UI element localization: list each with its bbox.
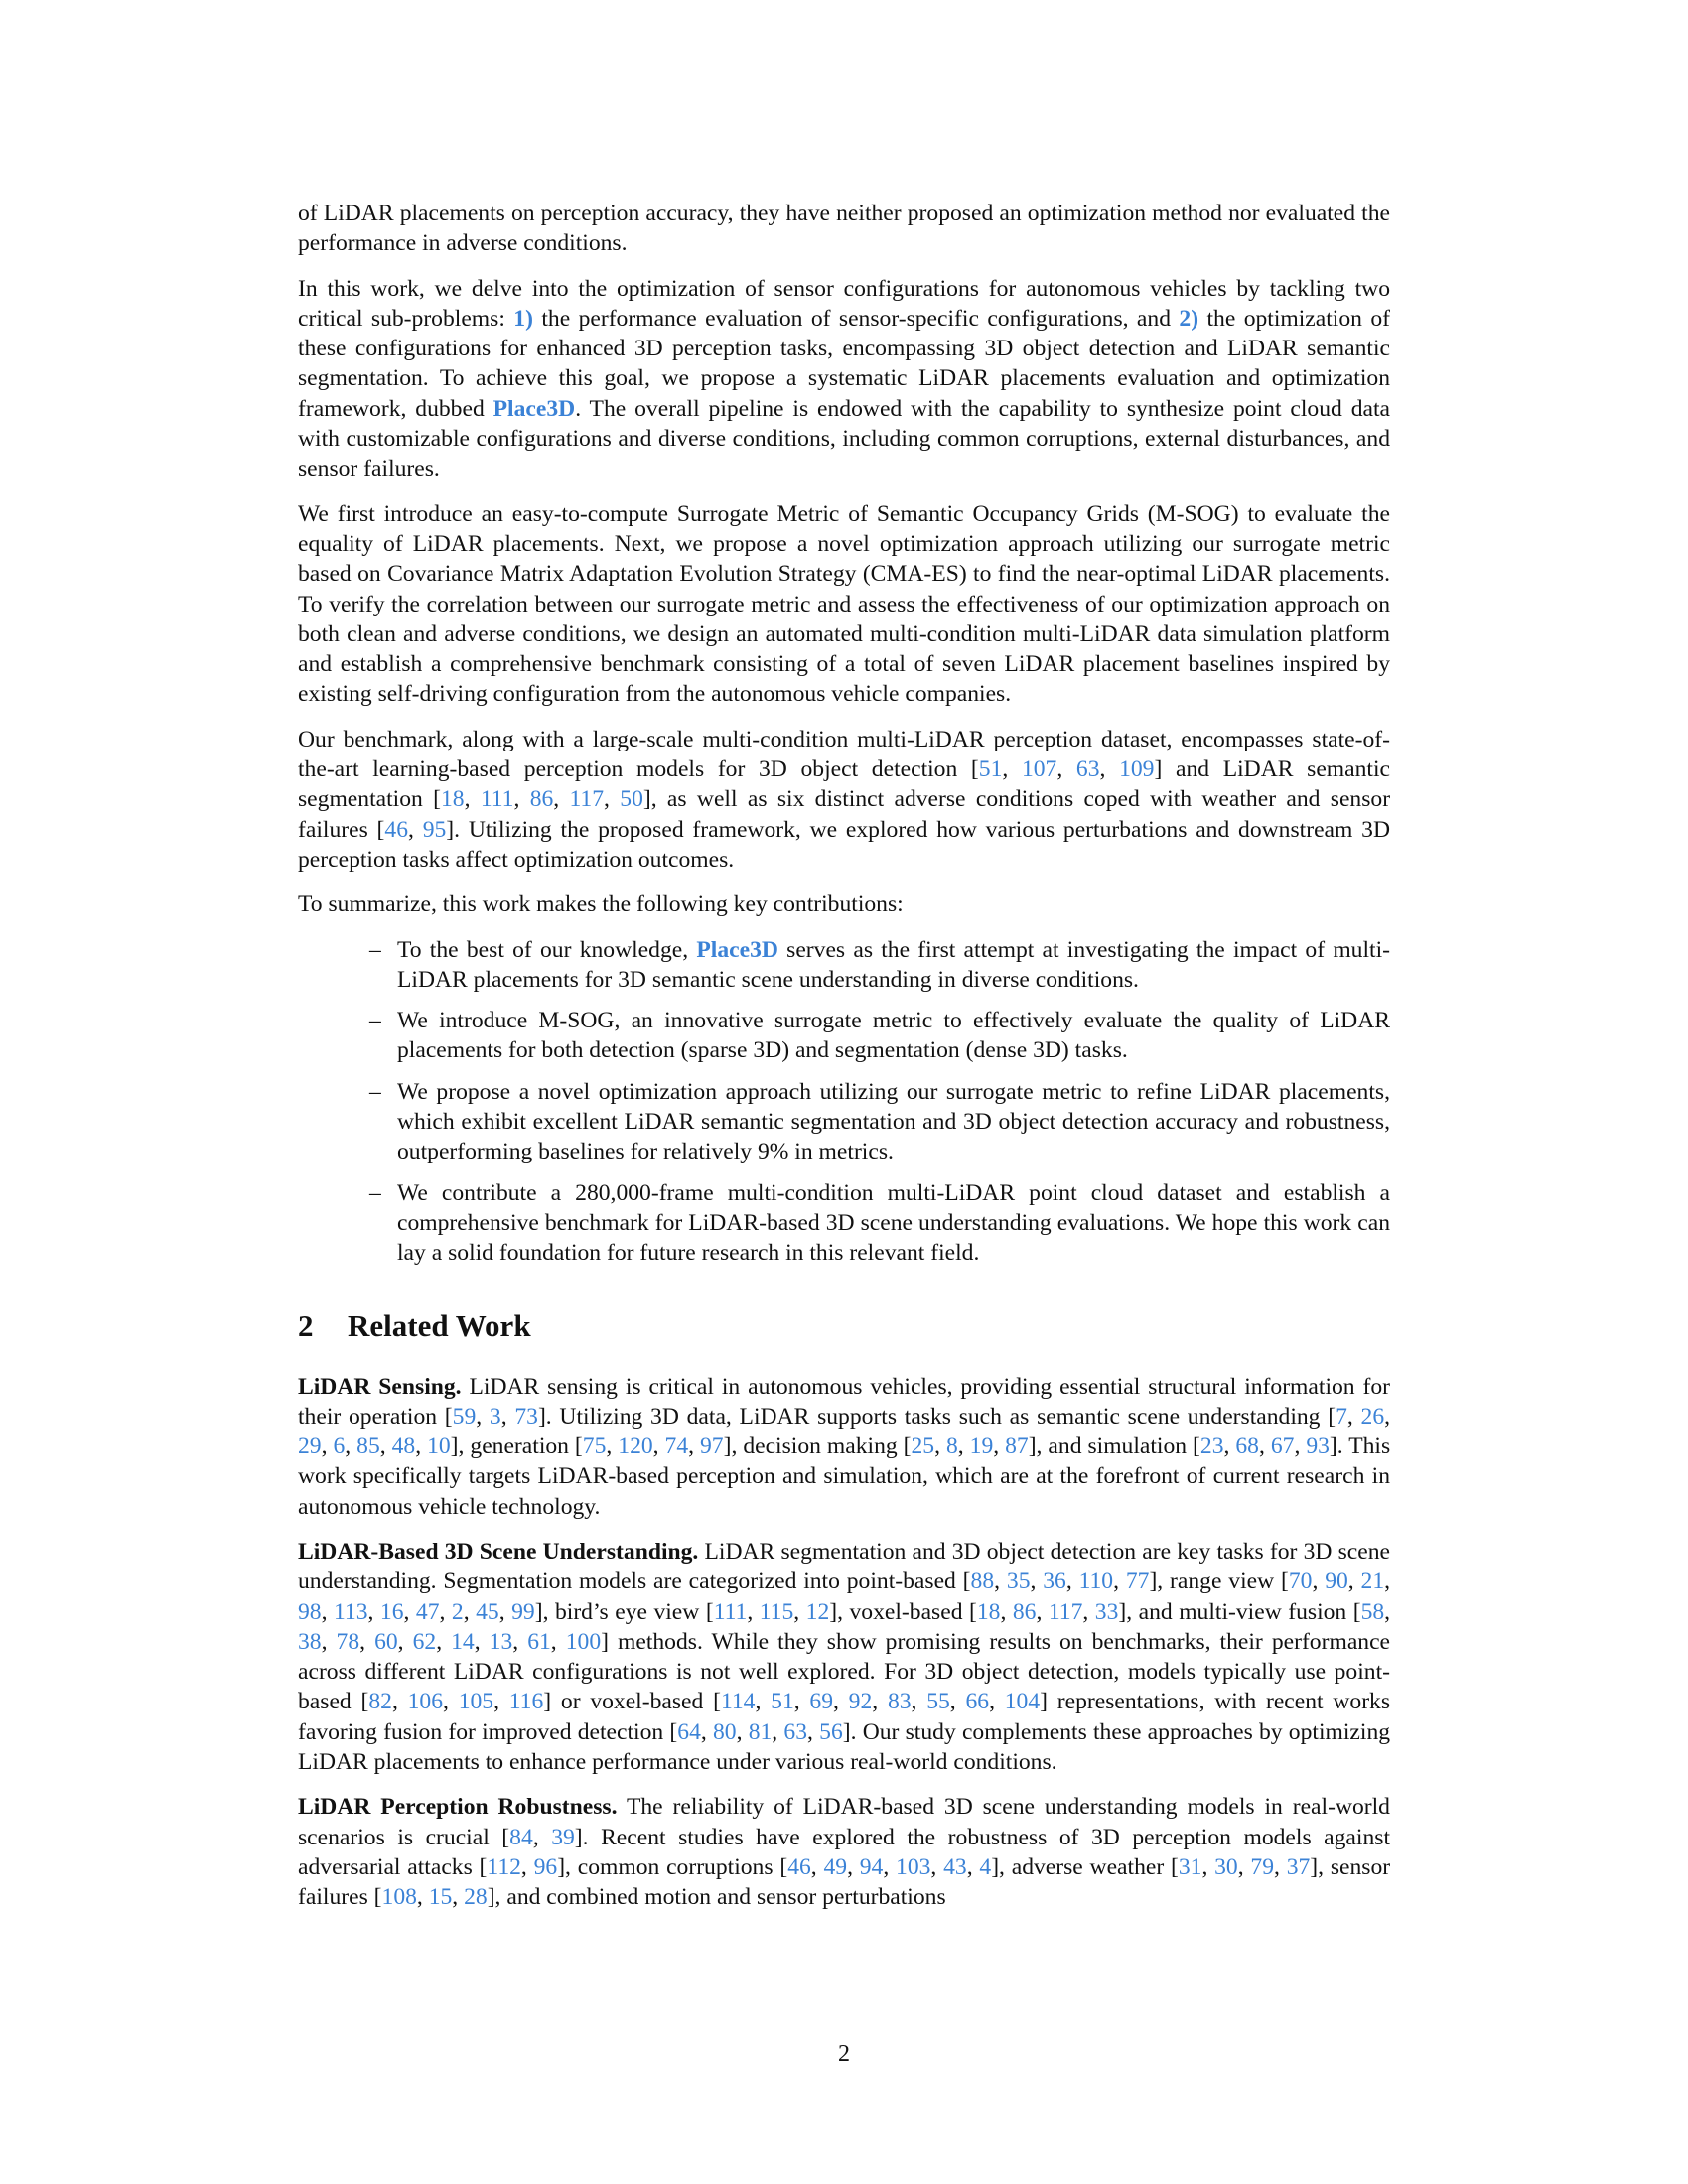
citation-group: 58, 38, 78, 60, 62, 14, 13, 61, 100 (298, 1598, 1391, 1655)
citation-link[interactable]: 12 (805, 1598, 830, 1625)
citation-link[interactable]: 83 (887, 1689, 912, 1715)
citation-link[interactable]: 26 (1360, 1403, 1385, 1430)
citation-link[interactable]: 120 (618, 1433, 653, 1460)
citation-link[interactable]: 39 (551, 1824, 575, 1850)
citation-link[interactable]: 108 (381, 1884, 417, 1911)
citation-link[interactable]: 77 (1125, 1569, 1150, 1595)
citation-link[interactable]: 109 (1119, 756, 1155, 783)
paragraph-heading: LiDAR-Based 3D Scene Understanding. (298, 1538, 699, 1565)
citation-group: 64, 80, 81, 63, 56 (677, 1718, 843, 1745)
citation-group: 82, 106, 105, 116 (368, 1689, 544, 1715)
citation-link[interactable]: 62 (412, 1628, 437, 1655)
section-heading (298, 1308, 1390, 1344)
citation-link[interactable]: 107 (1021, 756, 1057, 783)
citation-group: 108, 15, 28 (381, 1884, 488, 1911)
citation-group: 25, 8, 19, 87 (911, 1433, 1029, 1460)
citation-link[interactable]: 70 (1288, 1569, 1313, 1595)
citation-link[interactable]: 30 (1214, 1853, 1238, 1880)
citation-link[interactable]: 13 (489, 1628, 513, 1655)
paragraph-benchmark: Our benchmark, along with a large-scale multi-condition multi-LiDAR perception dataset, encompasses state-of-the-art learning-based perception models for 3D object detection [51, 107, 63, 109] and LiDAR semantic segmentation [18, 111, 86, 117, 50], as well as six distinct adverse conditions coped with weather and sensor failures [46, 95]. Utilizing the proposed framework, we explored how various perturbations and downstream 3D perception tasks affect optimization outcomes. (298, 726, 1391, 873)
citation-link[interactable]: 64 (677, 1718, 701, 1745)
list-dash: – (369, 936, 381, 963)
citation-link[interactable]: 80 (712, 1718, 737, 1745)
citation-link[interactable]: 114 (720, 1689, 756, 1715)
citation-link[interactable]: 37 (1286, 1853, 1311, 1880)
citation-link[interactable]: 94 (859, 1853, 884, 1880)
paragraph-lidar-sensing: LiDAR Sensing. LiDAR sensing is critical in autonomous vehicles, providing essential structural information for their operation [59, 3, 73]. Utilizing 3D data, LiDAR supports tasks such as semantic scene understanding [7, 26, 29, 6, 85, 48, 10], generation [75, 120, 74, 97], decision making [25, 8, 19, 87], and simulation [23, 68, 67, 93]. This work specifically targets LiDAR-based perception and simulation, which are at the forefront of current research in autonomous vehicle technology. (298, 1373, 1391, 1520)
paragraph-scene-understanding: LiDAR-Based 3D Scene Understanding. LiDAR segmentation and 3D object detection are key tasks for 3D scene understanding. Segmentation models are categorized into point-based [88, 35, 36, 110, 77], range view [70, 90, 21, 98, 113, 16, 47, 2, 45, 99], bird’s eye view [111, 115, 12], voxel-based [18, 86, 117, 33], and multi-view fusion [58, 38, 78, 60, 62, 14, 13, 61, 100] methods. While they show promising results on benchmarks, their performance across different LiDAR configurations is not well explored. For 3D object detection, models typically use point-based [82, 106, 105, 116] or voxel-based [114, 51, 69, 92, 83, 55, 66, 104] representations, with recent works favoring fusion for improved detection [64, 80, 81, 63, 56]. Our study complements these approaches by optimizing LiDAR placements to enhance performance under various real-world conditions. (298, 1538, 1391, 1776)
marker-2: 2) (1179, 305, 1199, 332)
citation-link[interactable]: 95 (422, 816, 447, 843)
citation-link[interactable]: 66 (965, 1689, 990, 1715)
citation-link[interactable]: 25 (911, 1433, 935, 1460)
citation-group: 111, 115, 12 (713, 1598, 830, 1625)
citation-link[interactable]: 67 (1270, 1433, 1295, 1460)
citation-group: 70, 90, 21, 98, 113, 16, 47, 2, 45, 99 (298, 1569, 1391, 1625)
citation-link[interactable]: 90 (1325, 1569, 1348, 1595)
citation-link[interactable]: 21 (1360, 1569, 1385, 1595)
citation-group: 46, 95 (384, 816, 447, 843)
citation-link[interactable]: 48 (391, 1433, 416, 1460)
citation-link[interactable]: 73 (514, 1403, 538, 1430)
citation-link[interactable]: 51 (771, 1689, 794, 1715)
list-item: – To the best of our knowledge, Place3D serves as the first attempt at investigating the impact of multi-LiDAR placements for 3D semantic scene understanding in diverse conditions. (369, 936, 1390, 993)
citation-link[interactable]: 117 (569, 786, 605, 813)
citation-group: 23, 68, 67, 93 (1199, 1433, 1330, 1460)
citation-link[interactable]: 61 (527, 1628, 551, 1655)
framework-name-link[interactable]: Place3D (696, 936, 778, 963)
citation-link[interactable]: 18 (976, 1598, 1001, 1625)
citation-link[interactable]: 2 (451, 1598, 464, 1625)
citation-link[interactable]: 96 (533, 1853, 558, 1880)
citation-link[interactable]: 63 (1075, 756, 1100, 783)
citation-link[interactable]: 74 (664, 1433, 689, 1460)
citation-link[interactable]: 75 (582, 1433, 607, 1460)
citation-link[interactable]: 8 (945, 1433, 958, 1460)
citation-link[interactable]: 117 (1048, 1598, 1083, 1625)
citation-link[interactable]: 93 (1306, 1433, 1330, 1460)
citation-link[interactable]: 98 (298, 1598, 322, 1625)
citation-link[interactable]: 10 (427, 1433, 451, 1460)
citation-link[interactable]: 85 (356, 1433, 380, 1460)
citation-link[interactable]: 103 (896, 1853, 931, 1880)
citation-group: 114, 51, 69, 92, 83, 55, 66, 104 (720, 1689, 1041, 1715)
citation-link[interactable]: 38 (298, 1628, 322, 1655)
citation-link[interactable]: 6 (333, 1433, 346, 1460)
citation-link[interactable]: 116 (508, 1689, 544, 1715)
citation-link[interactable]: 29 (298, 1433, 322, 1460)
citation-link[interactable]: 84 (509, 1824, 533, 1850)
citation-link[interactable]: 106 (407, 1689, 444, 1715)
citation-group: 31, 30, 79, 37 (1178, 1853, 1311, 1880)
section-number: 2 (298, 1307, 314, 1343)
citation-link[interactable]: 55 (926, 1689, 950, 1715)
citation-link[interactable]: 15 (428, 1884, 453, 1911)
citation-link[interactable]: 115 (759, 1598, 794, 1625)
paragraph-intro-tail: of LiDAR placements on perception accuracy, they have neither proposed an optimization method nor evaluated the performance in adverse conditions. (298, 201, 1390, 257)
citation-link[interactable]: 100 (565, 1628, 602, 1655)
citation-link[interactable]: 78 (336, 1628, 360, 1655)
contributions-list (298, 935, 1390, 1269)
citation-link[interactable]: 59 (452, 1403, 477, 1430)
citation-link[interactable]: 16 (379, 1598, 404, 1625)
citation-link[interactable]: 88 (970, 1569, 995, 1595)
citation-group: 7, 26, 29, 6, 85, 48, 10 (298, 1403, 1391, 1460)
marker-1: 1) (513, 305, 533, 332)
citation-link[interactable]: 82 (368, 1689, 392, 1715)
citation-link[interactable]: 60 (374, 1628, 398, 1655)
citation-link[interactable]: 45 (476, 1598, 499, 1625)
citation-link[interactable]: 58 (1360, 1598, 1385, 1625)
citation-link[interactable]: 56 (819, 1718, 843, 1745)
citation-link[interactable]: 69 (809, 1689, 833, 1715)
citation-link[interactable]: 50 (620, 786, 643, 813)
citation-link[interactable]: 7 (1336, 1403, 1347, 1430)
citation-link[interactable]: 104 (1004, 1689, 1041, 1715)
list-item: – We propose a novel optimization approach utilizing our surrogate metric to refine LiDAR placements, which exhibit excellent LiDAR semantic segmentation and 3D object detection accuracy and robustness, outperforming baselines for relatively 9% in metrics. (369, 1078, 1390, 1165)
paper-page (298, 199, 1390, 1928)
citation-link[interactable]: 47 (415, 1598, 440, 1625)
framework-name-link[interactable]: Place3D (492, 395, 576, 422)
citation-link[interactable]: 46 (787, 1853, 811, 1880)
citation-link[interactable]: 49 (823, 1853, 848, 1880)
citation-link[interactable]: 36 (1043, 1569, 1066, 1595)
page-number: 2 (838, 2041, 850, 2067)
paragraph-method-summary: We first introduce an easy-to-compute Surrogate Metric of Semantic Occupancy Grids (M-SOG) to evaluate the equality of LiDAR placements. Next, we propose a novel optimization approach utilizing our surrogate metric based on Covariance Matrix Adaptation Evolution Strategy (CMA-ES) to find the near-optimal LiDAR placements. To verify the correlation between our surrogate metric and assess the effectiveness of our optimization approach on both clean and adverse conditions, we design an automated multi-condition multi-LiDAR data simulation platform and establish a comprehensive benchmark consisting of a total of seven LiDAR placement baselines inspired by existing self-driving configuration from the autonomous vehicle companies. (298, 500, 1390, 708)
citation-link[interactable]: 105 (458, 1689, 494, 1715)
citation-link[interactable]: 43 (943, 1853, 967, 1880)
citation-link[interactable]: 110 (1078, 1569, 1114, 1595)
citation-link[interactable]: 97 (700, 1433, 724, 1460)
citation-link[interactable]: 63 (783, 1718, 808, 1745)
citation-link[interactable]: 35 (1006, 1569, 1031, 1595)
section-title: Related Work (348, 1307, 531, 1343)
citation-group: 18, 86, 117, 33 (976, 1598, 1119, 1625)
paragraph-work-overview: In this work, we delve into the optimization of sensor configurations for autonomous vehicles by tackling two critical sub-problems: 1) the performance evaluation of sensor-specific configurations, and 2) the optimization of these configurations for enhanced 3D perception tasks, encompassing 3D object detection and LiDAR semantic segmentation. To achieve this goal, we propose a systematic LiDAR placements evaluation and optimization framework, dubbed Place3D. The overall pipeline is endowed with the capability to synthesize point cloud data with customizable configurations and diverse conditions, including common corruptions, external disturbances, and sensor failures. (298, 275, 1391, 482)
citation-link[interactable]: 18 (440, 786, 465, 813)
paragraph-heading: LiDAR Perception Robustness. (298, 1794, 618, 1821)
list-dash: – (369, 1078, 381, 1105)
list-dash: – (369, 1179, 381, 1206)
citation-link[interactable]: 23 (1199, 1433, 1224, 1460)
list-item: – We contribute a 280,000-frame multi-condition multi-LiDAR point cloud dataset and establish a comprehensive benchmark for LiDAR-based 3D scene understanding evaluations. We hope this work can lay a solid foundation for future research in this relevant field. (369, 1179, 1390, 1267)
paragraph-robustness: LiDAR Perception Robustness. The reliability of LiDAR-based 3D scene understanding models in real-world scenarios is crucial [84, 39]. Recent studies have explored the robustness of 3D perception models against adversarial attacks [112, 96], common corruptions [46, 49, 94, 103, 43, 4], adverse weather [31, 30, 79, 37], sensor failures [108, 15, 28], and combined motion and sensor perturbations (298, 1794, 1391, 1911)
citation-link[interactable]: 81 (748, 1718, 773, 1745)
citation-link[interactable]: 46 (384, 816, 408, 843)
citation-group: 18, 111, 86, 117, 50 (440, 786, 643, 813)
citation-link[interactable]: 112 (487, 1853, 521, 1880)
list-item: – We introduce M-SOG, an innovative surrogate metric to effectively evaluate the quality of LiDAR placements for both detection (sparse 3D) and segmentation (dense 3D) tasks. (369, 1008, 1390, 1064)
citation-link[interactable]: 92 (848, 1689, 873, 1715)
citation-group: 75, 120, 74, 97 (582, 1433, 724, 1460)
citation-group: 112, 96 (487, 1853, 558, 1880)
citation-link[interactable]: 68 (1235, 1433, 1259, 1460)
citation-group: 88, 35, 36, 110, 77 (970, 1569, 1150, 1595)
citation-group: 46, 49, 94, 103, 43, 4 (787, 1853, 992, 1880)
citation-link[interactable]: 33 (1094, 1598, 1119, 1625)
citation-group: 84, 39 (509, 1824, 575, 1850)
citation-link[interactable]: 4 (979, 1853, 992, 1880)
citation-link[interactable]: 86 (1012, 1598, 1037, 1625)
paragraph-heading: LiDAR Sensing. (298, 1373, 462, 1400)
citation-group: 59, 3, 73 (452, 1403, 538, 1430)
citation-link[interactable]: 14 (451, 1628, 475, 1655)
citation-link[interactable]: 3 (489, 1403, 501, 1430)
citation-link[interactable]: 87 (1005, 1433, 1029, 1460)
citation-link[interactable]: 111 (480, 786, 514, 813)
citation-link[interactable]: 99 (511, 1598, 535, 1625)
citation-link[interactable]: 31 (1178, 1853, 1202, 1880)
citation-group: 51, 107, 63, 109 (978, 756, 1155, 783)
citation-link[interactable]: 19 (969, 1433, 994, 1460)
citation-link[interactable]: 111 (713, 1598, 748, 1625)
citation-link[interactable]: 79 (1250, 1853, 1274, 1880)
citation-link[interactable]: 113 (334, 1598, 368, 1625)
paragraph-contributions-intro: To summarize, this work makes the following key contributions: (298, 891, 904, 918)
list-dash: – (369, 1008, 381, 1034)
citation-link[interactable]: 28 (464, 1884, 488, 1911)
citation-link[interactable]: 86 (529, 786, 554, 813)
citation-link[interactable]: 51 (978, 756, 1003, 783)
